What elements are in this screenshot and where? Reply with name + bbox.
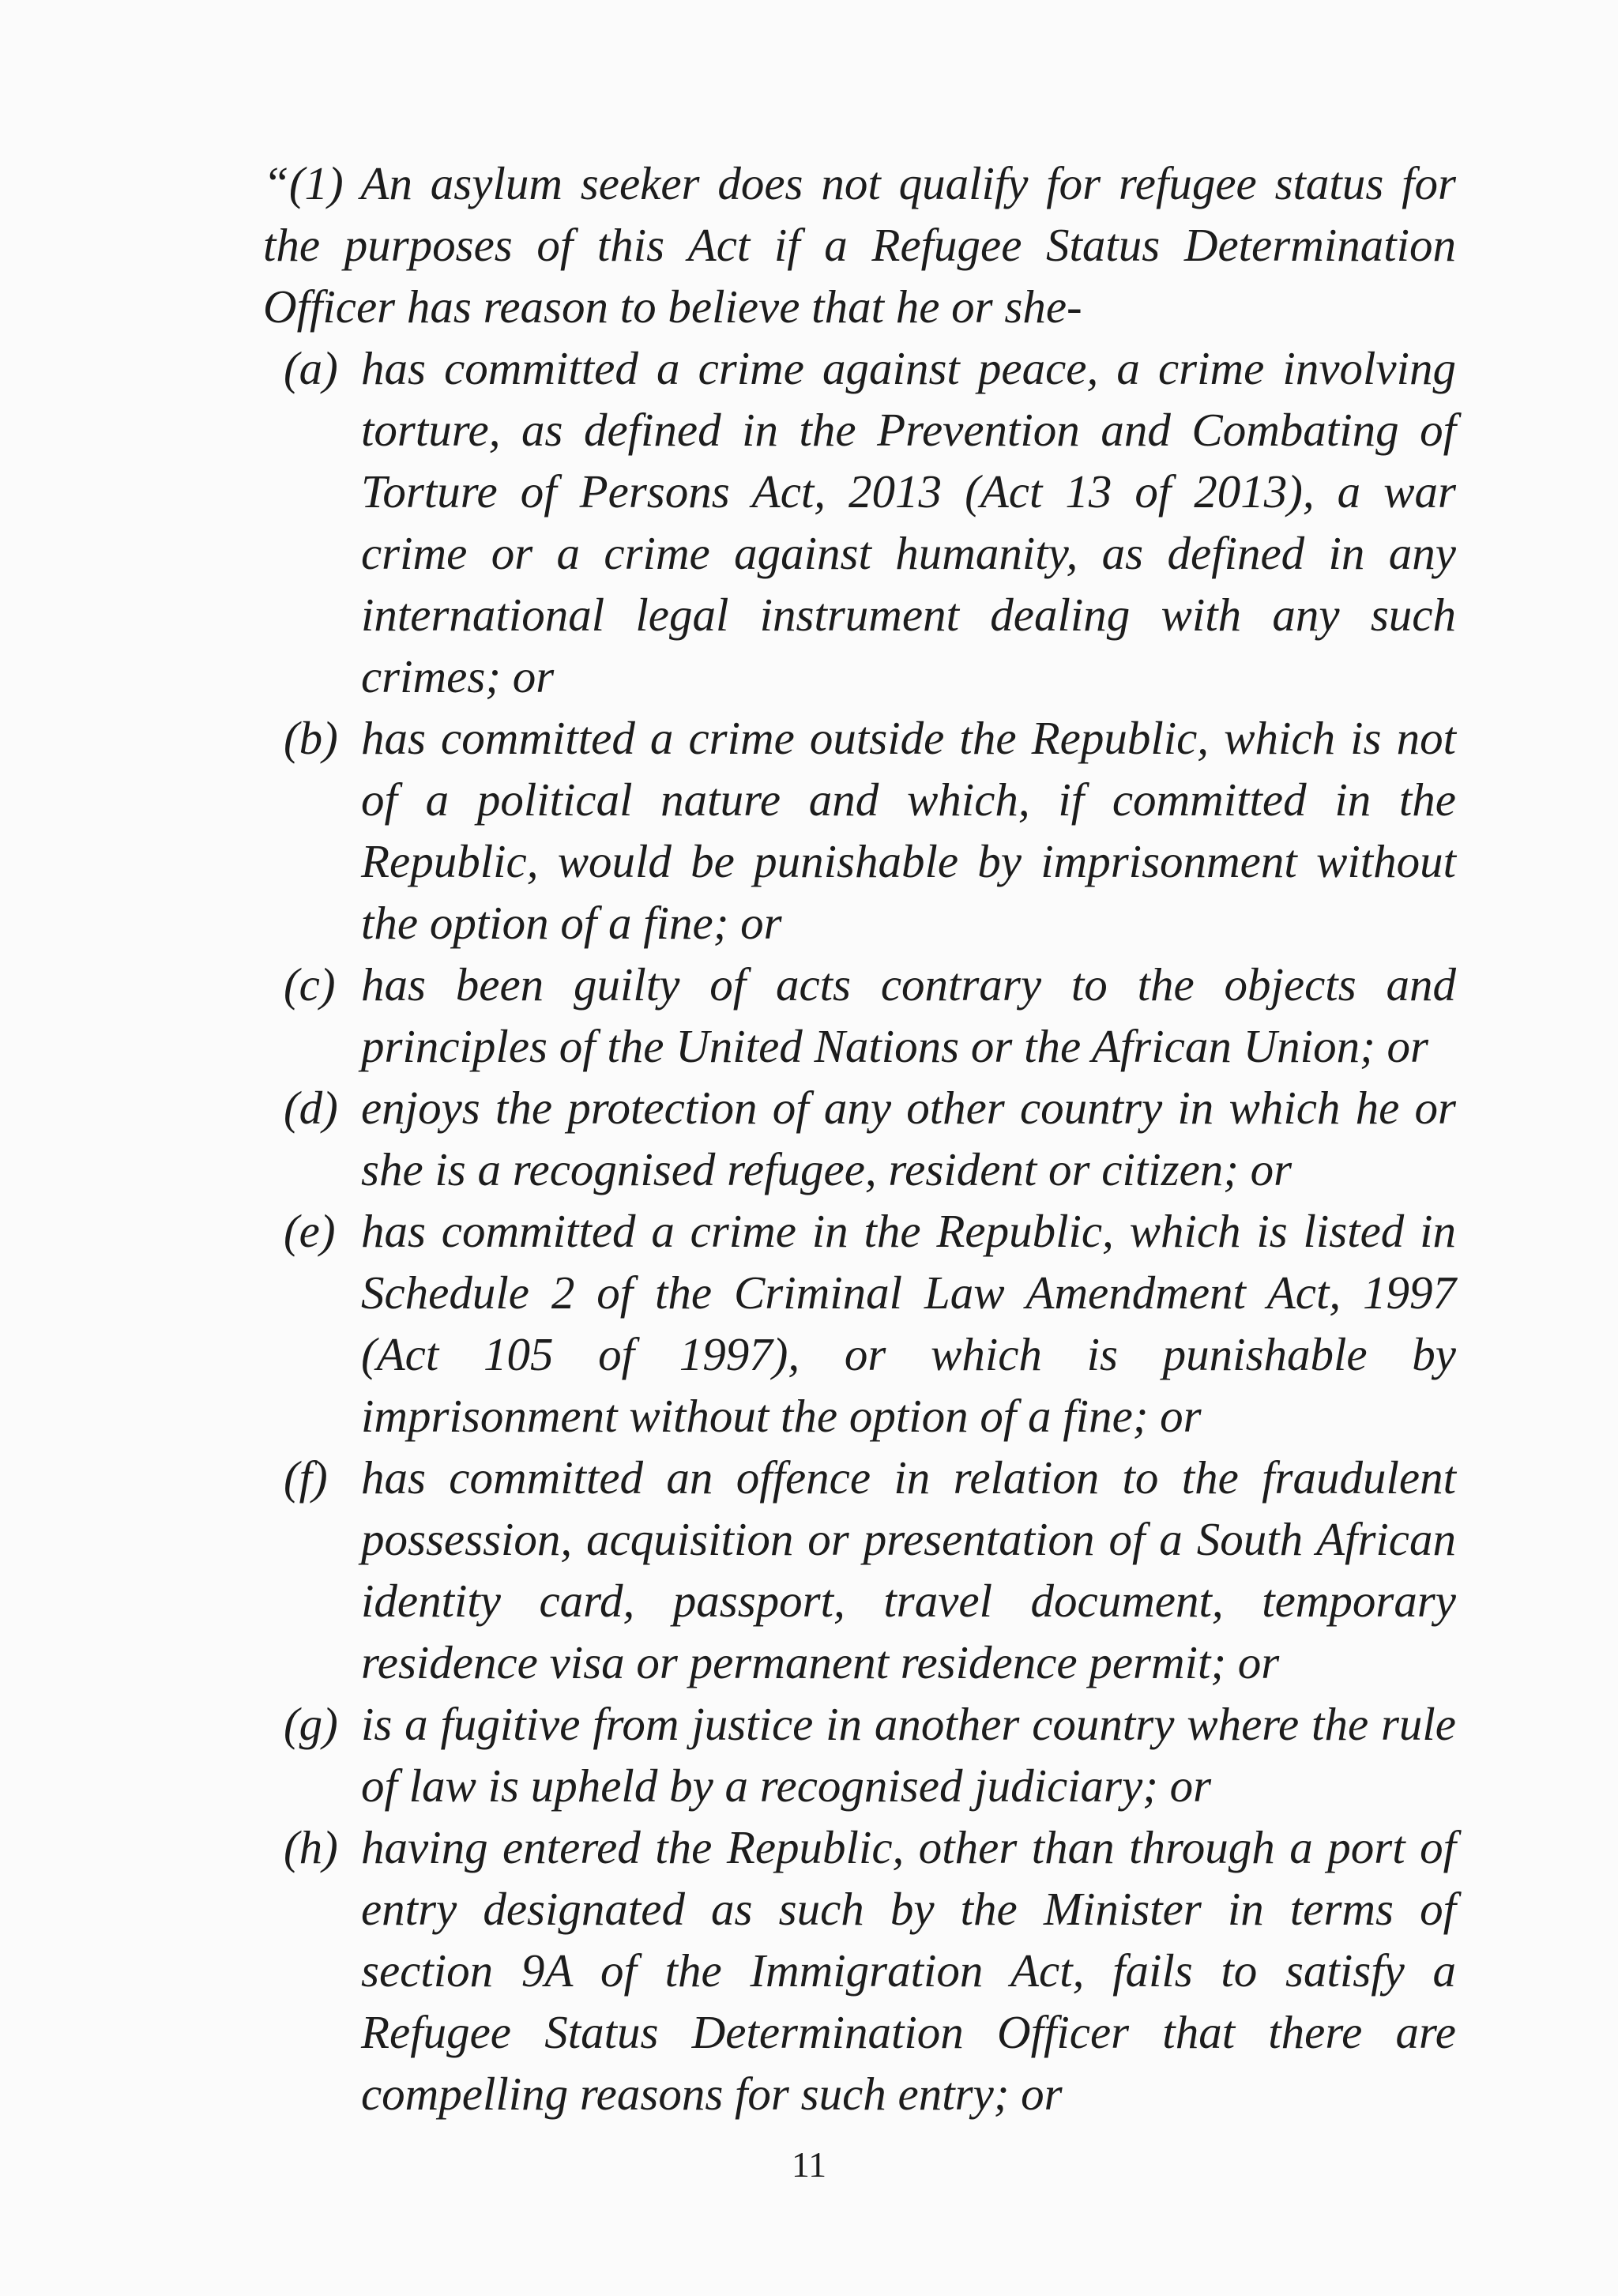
clause-f: [263, 1447, 1456, 1693]
clause-text: is a fugitive from justice in another country where the rule of law is upheld by a recognised judiciary; or: [361, 1698, 1456, 1812]
clause-text: has committed an offence in relation to the fraudulent possession, acquisition or presentation of a South African identity card, passport, travel document, temporary residence visa or permanent residence permit; or: [361, 1451, 1456, 1688]
clause-text: has been guilty of acts contrary to the objects and principles of the United Nations or the African Union; or: [361, 958, 1456, 1072]
clause-label: (h): [284, 1821, 338, 1873]
clause-label: (b): [284, 712, 338, 764]
clause-b: [263, 707, 1456, 954]
page-number: 11: [791, 2144, 827, 2185]
clause-c: [263, 954, 1456, 1077]
intro-paragraph: “(1) An asylum seeker does not qualify for refugee status for the purposes of this Act if a Refugee Status Determination Officer has reason to believe that he or she-: [263, 157, 1456, 333]
clause-label: (d): [284, 1082, 338, 1134]
clause-text: has committed a crime outside the Republic, which is not of a political nature and which, if committed in the Republic, would be punishable by imprisonment without the option of a fine; or: [361, 712, 1456, 949]
clause-e: [263, 1200, 1456, 1447]
clause-label: (f): [284, 1451, 328, 1504]
clause-a: [263, 337, 1456, 707]
clause-label: (g): [284, 1698, 338, 1750]
clause-label: (e): [284, 1205, 336, 1257]
clause-g: [263, 1693, 1456, 1816]
clause-d: [263, 1077, 1456, 1200]
clause-text: has committed a crime against peace, a crime involving torture, as defined in the Prevention and Combating of Torture of Persons Act, 2013 (Act 13 of 2013), a war crime or a crime against humanity, as defined in any international legal instrument dealing with any such crimes; or: [361, 342, 1456, 702]
clause-label: (c): [284, 958, 336, 1011]
clause-h: [263, 1816, 1456, 2125]
clause-text: has committed a crime in the Republic, which is listed in Schedule 2 of the Criminal Law Amendment Act, 1997 (Act 105 of 1997), or which is punishable by imprisonment without the option of a fine; or: [361, 1205, 1456, 1442]
clause-label: (a): [284, 342, 338, 394]
clause-text: having entered the Republic, other than through a port of entry designated as such by the Minister in terms of section 9A of the Immigration Act, fails to satisfy a Refugee Status Determination Officer that there are compelling reasons for such entry; or: [361, 1821, 1456, 2120]
clause-text: enjoys the protection of any other country in which he or she is a recognised refugee, resident or citizen; or: [361, 1082, 1456, 1195]
legal-text-block: [263, 152, 1456, 2125]
